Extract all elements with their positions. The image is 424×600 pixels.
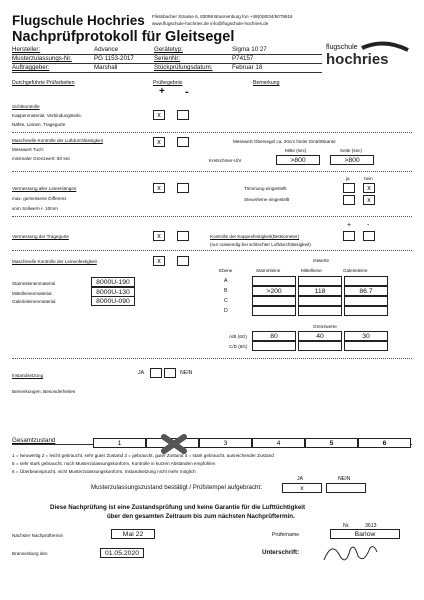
ebene-stamm-value[interactable]: >200	[252, 286, 296, 296]
stamm-material-label: Stammleinenmaterial	[12, 281, 56, 286]
plus-sign: +	[159, 86, 165, 97]
trimmung-ja-checkbox[interactable]	[343, 183, 355, 193]
kappe-sub: (nur notwendig bei schlechter Luftdurchlässigkeit)	[210, 242, 311, 247]
nr-label: Nr.	[343, 523, 350, 529]
muster-label: Musterzulassungs-Nr.	[12, 55, 72, 62]
muster-nein-box[interactable]	[326, 483, 366, 493]
trimmung-nein-checkbox[interactable]: x	[363, 183, 375, 193]
muster-ja-box[interactable]: x	[282, 483, 322, 493]
muster-confirm-label: Musterzulassungszustand bestätigt / Prüfstempel aufgebracht:	[91, 484, 262, 491]
ebene-header: Ebene	[219, 268, 233, 273]
col-bemerkung: Bemerkung	[253, 80, 280, 86]
ebene-row-label: D	[224, 308, 228, 314]
school-web: www.flugschule-hochries.de info@flugschule-hochries.de	[152, 21, 269, 26]
ebene-galerie-value[interactable]	[344, 306, 388, 316]
galerie-material-value[interactable]: 8000U-090	[91, 296, 135, 306]
luft-messwert: Messwert Obersegel ca. 20cm hinter Eintrittskante	[233, 139, 336, 144]
muster-nein-label: NEIN	[338, 476, 351, 482]
gesamt-legend-2: 5 = sehr stark gebraucht, noch Musterzulassungskonform, Kontrolle in kurzen Abständen empfohlen	[12, 461, 216, 466]
tragegurte-plus-checkbox[interactable]: x	[153, 231, 165, 241]
festigkeit-plus-checkbox[interactable]: x	[153, 256, 165, 266]
bemerkungen-label: Bemerkungen, Besonderheiten	[12, 389, 76, 394]
leinen-plus-checkbox[interactable]: x	[153, 183, 165, 193]
luft-line1: Messwert Tuch:	[12, 147, 45, 152]
cd-galerie[interactable]	[344, 341, 388, 351]
ab-label: A/B (6G)	[229, 334, 247, 339]
ebene-stamm-value[interactable]	[252, 296, 296, 306]
stueck-value: Februar 18	[232, 64, 263, 71]
ab-stamm[interactable]: 80	[252, 331, 296, 341]
grade-box[interactable]: 6	[358, 438, 411, 448]
leinen-line1: max. gemessene Differenz	[12, 196, 67, 201]
galerie-material-label: Galerieleinenmaterial	[12, 299, 56, 304]
ab-galerie[interactable]: 30	[344, 331, 388, 341]
mittel-material-value[interactable]: 8000U-130	[91, 287, 135, 297]
section-separator	[12, 250, 412, 251]
hersteller-label: Hersteller:	[12, 46, 41, 53]
school-logo	[322, 40, 416, 74]
ebene-mittel-value[interactable]	[298, 276, 342, 286]
notice-line-1: Diese Nachprüfung ist eine Zustandsprüfung und keine Garantie für die Lufttüchtigkeit	[50, 504, 306, 511]
kappe-title: Kontrolle der Kappenfestigkeit(Bettsometer)	[210, 234, 300, 239]
stamm-material-value[interactable]: 8000U-190	[91, 277, 135, 287]
luft-minus-checkbox[interactable]	[177, 137, 189, 147]
stueck-label: Stückprüfungsdatum:	[154, 64, 213, 71]
seite-value[interactable]: >800	[330, 155, 374, 165]
ebene-mittel-value[interactable]	[298, 296, 342, 306]
grade-box[interactable]: 4	[252, 438, 305, 448]
section-separator	[12, 216, 412, 217]
ort-label: Brannenburg den	[12, 551, 48, 556]
ebene-galerie-value[interactable]: 86.7	[344, 286, 388, 296]
tragegurte-minus-checkbox[interactable]	[177, 231, 189, 241]
ab-mittel[interactable]: 40	[298, 331, 342, 341]
ebene-mittel-value[interactable]: 118	[298, 286, 342, 296]
trimmung-label: Trimmung eingestellt	[244, 186, 287, 191]
kappe-minus-checkbox[interactable]	[363, 231, 375, 241]
instand-nein-checkbox[interactable]	[164, 368, 176, 378]
gesamt-legend-3: 6 = Überbeansprucht, nicht Musterzulassungskonform, Instandsetzung nicht mehr möglich	[12, 469, 196, 474]
grenzwerte-label: Grenzwerte	[313, 324, 337, 329]
pruefername-value[interactable]: Barlow	[330, 529, 400, 539]
luft-line2: minimaler Grenzwert: 60 sec	[12, 156, 71, 161]
hersteller-value: Advance	[94, 46, 119, 53]
leinen-title: Vermessung aller Leinenlängen	[12, 186, 77, 191]
cd-stamm[interactable]	[252, 341, 296, 351]
cross-out-icon	[161, 434, 187, 454]
istwerte-label: Istwerte	[313, 258, 330, 263]
serien-value: P74157	[232, 55, 254, 62]
festigkeit-minus-checkbox[interactable]	[177, 256, 189, 266]
mittel-header: Mittelleine	[301, 268, 322, 273]
pruefername-label: Prüfername	[272, 532, 300, 538]
kretschmer-label: Kretschmer-Uhr	[209, 158, 242, 163]
cd-label: C/D (6G)	[229, 344, 248, 349]
ebene-row-label: C	[224, 298, 228, 304]
ebene-row-label: A	[224, 278, 228, 284]
auftrag-label: Auftraggeber:	[12, 64, 50, 71]
galerie-header: Galerieleine	[343, 268, 368, 273]
cd-mittel[interactable]	[298, 341, 342, 351]
logo-big-text: hochries	[326, 51, 389, 68]
instand-nein-label: NEIN	[180, 370, 193, 376]
kappe-plus-checkbox[interactable]	[343, 231, 355, 241]
gesamt-legend-1: 1 = Neuwertig 2 = leicht gebraucht, sehr guter Zustand 3 = gebraucht, guter Zustand 4 = stark gebraucht, ausreichender Zustand	[12, 453, 274, 458]
nr-value: 3613	[365, 523, 377, 529]
stamm-header: Stammleine	[256, 268, 281, 273]
grade-box[interactable]: 1	[93, 438, 146, 448]
info-divider	[12, 72, 322, 73]
notice-line-2: über den gesamten Zeitraum bis zum nächsten Nachprüftermin.	[107, 513, 295, 520]
ja-label: ja	[346, 176, 350, 181]
geraetetyp-label: Gerätetyp:	[154, 46, 183, 53]
leinen-line2: vom Sollwert+/- 10mm	[12, 206, 58, 211]
minus-sign: -	[185, 86, 189, 98]
auftrag-value: Marshall	[94, 64, 118, 71]
signature-icon	[320, 538, 380, 568]
steuer-ja-checkbox[interactable]	[343, 195, 355, 205]
section-separator	[12, 132, 412, 133]
steuer-label: Steuerleine eingestellt	[244, 197, 290, 202]
ebene-row-label: B	[224, 288, 228, 294]
naechster-value[interactable]: Mai 22	[111, 529, 155, 539]
col-durchgefuehrt: Durchgeführte Prüfarbeiten	[12, 80, 75, 86]
naechster-label: Nächster Nachprüftermin	[12, 533, 64, 538]
seite-label: Seite (sec)	[340, 148, 362, 153]
instand-label: Instandsetzung	[12, 373, 44, 378]
muster-ja-label: JA	[297, 476, 304, 482]
sicht-line1: Kappenmaterial, Verbindungsteile,	[12, 113, 82, 118]
page-title: Nachprüfprotokoll für Gleitsegel	[12, 29, 235, 45]
mittel-material-label: Mittelleinenmaterial	[12, 291, 52, 296]
instand-ja-label: JA	[138, 370, 145, 376]
section-separator	[12, 358, 412, 359]
kappe-minus-sign: -	[367, 222, 370, 229]
steuer-nein-checkbox[interactable]: x	[363, 195, 375, 205]
leinen-minus-checkbox[interactable]	[177, 183, 189, 193]
grade-box[interactable]: 3	[199, 438, 252, 448]
muster-value: PG 1153-2017	[94, 55, 134, 62]
unterschrift-label: Unterschrift:	[262, 549, 300, 556]
geraetetyp-value: Sigma 10 27	[232, 46, 267, 53]
sicht-plus-checkbox[interactable]: x	[153, 110, 165, 120]
school-name: Flugschule Hochries	[12, 13, 145, 28]
nein-label: nein	[364, 176, 373, 181]
mitte-value[interactable]: >800	[276, 155, 320, 165]
ebene-stamm-value[interactable]	[252, 276, 296, 286]
col-pruefergebnis: Prüfergebnis	[153, 80, 183, 86]
gesamt-label: Gesamtzustand	[12, 437, 56, 444]
sicht-line2: Nähte, Leinen, Tragegurte	[12, 122, 66, 127]
grade-box[interactable]: 5	[305, 438, 358, 448]
logo-small-text: flugschule	[326, 44, 358, 51]
ebene-stamm-value[interactable]	[252, 306, 296, 316]
sicht-minus-checkbox[interactable]	[177, 110, 189, 120]
ebene-galerie-value[interactable]	[344, 296, 388, 306]
ebene-mittel-value[interactable]	[298, 306, 342, 316]
sicht-title: Sichtkontrolle	[12, 104, 40, 109]
festigkeit-title: Maschinelle Kontrolle der Leinenfestigkeit	[12, 259, 97, 264]
school-address: Flintsbacher Strasse 6, 83098 Brannenburg fon +49(0)8034/6079618	[152, 14, 293, 19]
kappe-plus-sign: +	[347, 222, 352, 229]
serien-label: SerienNr:	[154, 55, 181, 62]
section-separator	[12, 171, 412, 172]
ebene-galerie-value[interactable]	[344, 276, 388, 286]
mitte-label: Mitte (sec)	[285, 148, 307, 153]
tragegurte-title: Vermessung der Tragegurte	[12, 234, 69, 239]
luft-plus-checkbox[interactable]: x	[153, 137, 165, 147]
datum-value[interactable]: 01.05.2020	[100, 548, 144, 558]
luft-title: Maschinelle Kontrolle der Luftdurchlässigkeit	[12, 138, 103, 143]
instand-ja-checkbox[interactable]	[150, 368, 162, 378]
